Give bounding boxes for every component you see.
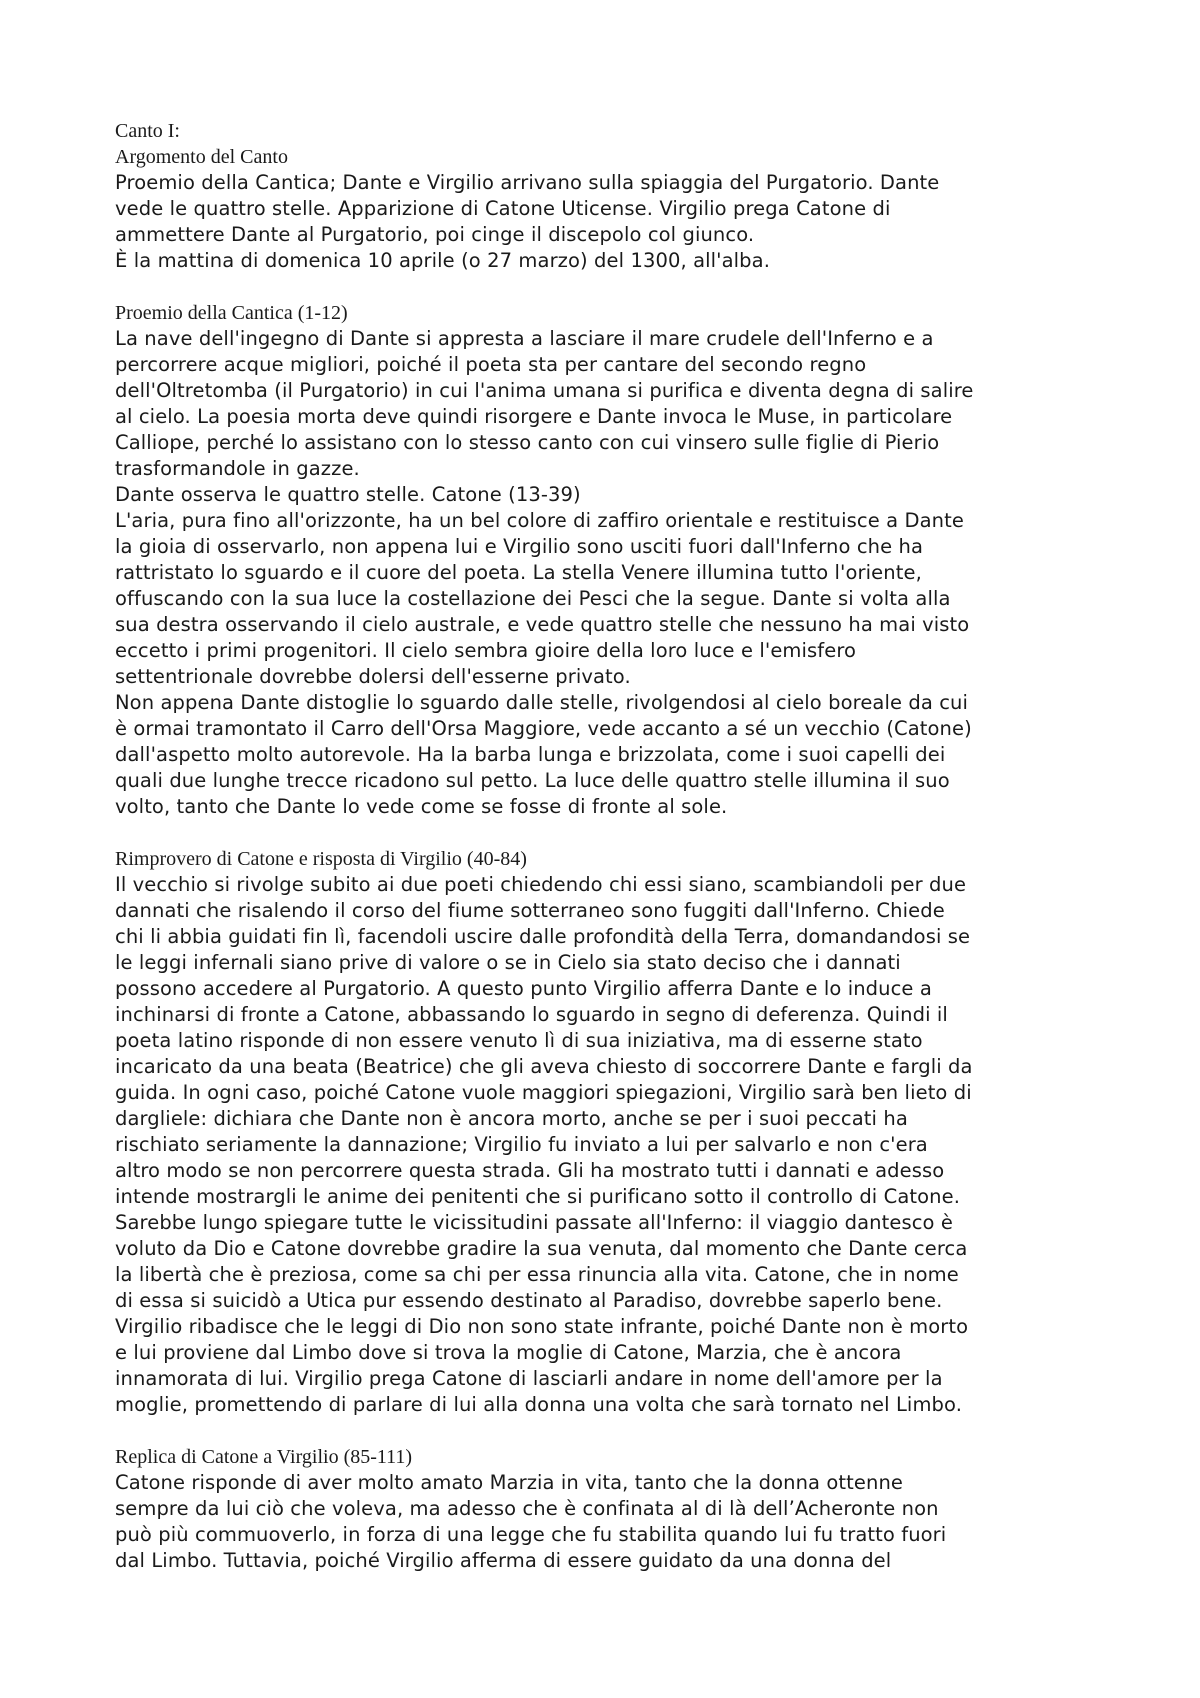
section-stelle-paragraph — [115, 508, 1115, 820]
text-line: può più commuoverlo, in forza di una legge che fu stabilita quando lui fu tratto fuori — [115, 1523, 947, 1546]
text-line: e lui proviene dal Limbo dove si trova la moglie di Catone, Marzia, che è ancora — [115, 1341, 902, 1364]
text-line: dargliele: dichiara che Dante non è ancora morto, anche se per i suoi peccati ha — [115, 1107, 908, 1130]
text-line: la gioia di osservarlo, non appena lui e Virgilio sono usciti fuori dall'Inferno che ha — [115, 535, 923, 558]
text-line: sua destra osservando il cielo australe, e vede quattro stelle che nessuno ha mai visto — [115, 613, 970, 636]
text-line: innamorata di lui. Virgilio prega Catone di lasciarli andare in nome dell'amore per la — [115, 1367, 943, 1390]
text-line: Il vecchio si rivolge subito ai due poeti chiedendo chi essi siano, scambiandoli per due — [115, 873, 967, 896]
text-line: possono accedere al Purgatorio. A questo punto Virgilio afferra Dante e lo induce a — [115, 977, 932, 1000]
text-line: moglie, promettendo di parlare di lui alla donna una volta che sarà tornato nel Limbo. — [115, 1393, 963, 1416]
paragraph-spacer — [115, 820, 1115, 846]
section-replica-paragraph — [115, 1470, 1115, 1574]
text-line: intende mostrargli le anime dei penitenti che si purificano sotto il controllo di Catone. — [115, 1185, 961, 1208]
text-line: Non appena Dante distoglie lo sguardo dalle stelle, rivolgendosi al cielo boreale da cui — [115, 691, 969, 714]
text-line: Catone risponde di aver molto amato Marzia in vita, tanto che la donna ottenne — [115, 1471, 904, 1494]
text-line: settentrionale dovrebbe dolersi dell'esserne privato. — [115, 665, 631, 688]
text-line: di essa si suicidò a Utica pur essendo destinato al Paradiso, dovrebbe saperlo bene. — [115, 1289, 943, 1312]
text-line: le leggi infernali siano prive di valore o se in Cielo sia stato deciso che i dannati — [115, 951, 901, 974]
text-line: La nave dell'ingegno di Dante si appresta a lasciare il mare crudele dell'Inferno e a — [115, 327, 934, 350]
text-line: Proemio della Cantica; Dante e Virgilio arrivano sulla spiaggia del Purgatorio. Dante — [115, 171, 940, 194]
argument-heading: Argomento del Canto — [115, 146, 288, 168]
text-line: al cielo. La poesia morta deve quindi risorgere e Dante invoca le Muse, in particolare — [115, 405, 953, 428]
text-line: percorrere acque migliori, poiché il poeta sta per cantare del secondo regno — [115, 353, 867, 376]
text-line: Calliope, perché lo assistano con lo stesso canto con cui vinsero sulle figlie di Pierio — [115, 431, 940, 454]
text-line: voluto da Dio e Catone dovrebbe gradire la sua venuta, dal momento che Dante cerca — [115, 1237, 968, 1260]
text-line: eccetto i primi progenitori. Il cielo sembra gioire della loro luce e l'emisfero — [115, 639, 857, 662]
text-line: rischiato seriamente la dannazione; Virgilio fu inviato a lui per salvarlo e non c'era — [115, 1133, 928, 1156]
text-line: è ormai tramontato il Carro dell'Orsa Maggiore, vede accanto a sé un vecchio (Catone) — [115, 717, 972, 740]
text-line: Virgilio ribadisce che le leggi di Dio non sono state infrante, poiché Dante non è morto — [115, 1315, 969, 1338]
text-line: trasformandole in gazze. — [115, 457, 360, 480]
argument-paragraph — [115, 170, 1115, 274]
section-heading-stelle: Dante osserva le quattro stelle. Catone (13-39) — [115, 483, 581, 506]
text-line: inchinarsi di fronte a Catone, abbassando lo sguardo in segno di deferenza. Quindi il — [115, 1003, 948, 1026]
text-line: poeta latino risponde di non essere venuto lì di sua iniziativa, ma di esserne stato — [115, 1029, 923, 1052]
text-line: sempre da lui ciò che voleva, ma adesso che è confinata al di là dell’Acheronte non — [115, 1497, 939, 1520]
text-line: dannati che risalendo il corso del fiume sotterraneo sono fuggiti dall'Inferno. Chiede — [115, 899, 945, 922]
text-line: vede le quattro stelle. Apparizione di Catone Uticense. Virgilio prega Catone di — [115, 197, 891, 220]
text-line: dell'Oltretomba (il Purgatorio) in cui l'anima umana si purifica e diventa degna di salire — [115, 379, 974, 402]
text-line: L'aria, pura fino all'orizzonte, ha un bel colore di zaffiro orientale e restituisce a Dante — [115, 509, 964, 532]
section-heading-replica: Replica di Catone a Virgilio (85-111) — [115, 1446, 413, 1468]
text-line: Sarebbe lungo spiegare tutte le vicissitudini passate all'Inferno: il viaggio dantesco è — [115, 1211, 953, 1234]
document-page — [115, 118, 1115, 1574]
text-line: la libertà che è preziosa, come sa chi per essa rinuncia alla vita. Catone, che in nome — [115, 1263, 959, 1286]
text-line: offuscando con la sua luce la costellazione dei Pesci che la segue. Dante si volta alla — [115, 587, 951, 610]
text-line: chi li abbia guidati fin lì, facendoli uscire dalle profondità della Terra, domandandosi se — [115, 925, 971, 948]
paragraph-spacer — [115, 1418, 1115, 1444]
text-line: guida. In ogni caso, poiché Catone vuole maggiori spiegazioni, Virgilio sarà ben lieto di — [115, 1081, 972, 1104]
text-line: altro modo se non percorrere questa strada. Gli ha mostrato tutti i dannati e adesso — [115, 1159, 945, 1182]
section-proemio-paragraph — [115, 326, 1115, 482]
text-line: dal Limbo. Tuttavia, poiché Virgilio afferma di essere guidato da una donna del — [115, 1549, 892, 1572]
text-line: rattristato lo sguardo e il cuore del poeta. La stella Venere illumina tutto l'oriente, — [115, 561, 922, 584]
text-line: dall'aspetto molto autorevole. Ha la barba lunga e brizzolata, come i suoi capelli dei — [115, 743, 946, 766]
text-line: È la mattina di domenica 10 aprile (o 27 marzo) del 1300, all'alba. — [115, 249, 771, 272]
paragraph-spacer — [115, 274, 1115, 300]
text-line: ammettere Dante al Purgatorio, poi cinge il discepolo col giunco. — [115, 223, 755, 246]
text-line: incaricato da una beata (Beatrice) che gli aveva chiesto di soccorrere Dante e fargli da — [115, 1055, 973, 1078]
section-rimprovero-paragraph — [115, 872, 1115, 1418]
canto-title: Canto I: — [115, 120, 180, 142]
section-heading-rimprovero: Rimprovero di Catone e risposta di Virgilio (40-84) — [115, 848, 527, 870]
text-line: quali due lunghe trecce ricadono sul petto. La luce delle quattro stelle illumina il suo — [115, 769, 950, 792]
text-line: volto, tanto che Dante lo vede come se fosse di fronte al sole. — [115, 795, 728, 818]
section-heading-proemio: Proemio della Cantica (1-12) — [115, 302, 348, 324]
